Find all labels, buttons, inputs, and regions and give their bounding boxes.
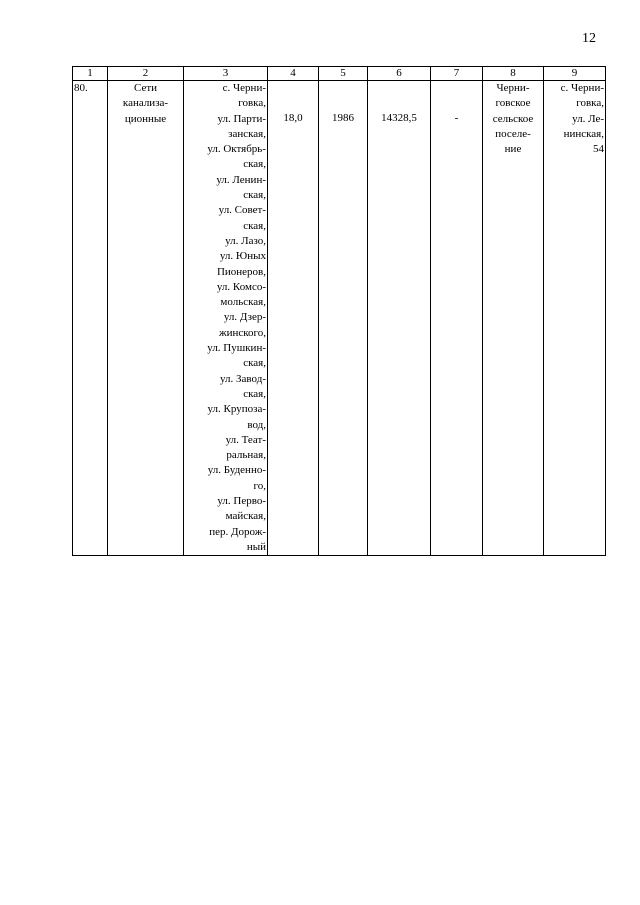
column-header-8: 8 <box>483 67 544 81</box>
column-header-4: 4 <box>268 67 319 81</box>
registry-table <box>72 66 606 556</box>
cell-text-line: ская, <box>243 219 266 232</box>
owner-cell <box>483 81 544 556</box>
dash-cell: - <box>431 81 483 556</box>
cell-text-line: ул. Юных <box>219 250 266 263</box>
cell-text-line: Сети <box>133 82 158 94</box>
cell-text-line: ул. Октябрь- <box>207 143 266 156</box>
cell-text-line: говка, <box>576 97 604 110</box>
cell-text-line: вод, <box>247 418 266 431</box>
cell-text-line: ул. Лазо, <box>225 234 266 247</box>
cell-text-line: ул. Ленин- <box>216 173 266 186</box>
object-name-cell <box>108 81 184 556</box>
cell-text-line: мольская, <box>220 296 266 309</box>
column-header-5: 5 <box>319 67 368 81</box>
cell-text-line: ул. Теат- <box>225 433 266 446</box>
cell-text-line: занская, <box>228 127 266 140</box>
cell-text-line: го, <box>253 479 266 492</box>
address-cell <box>184 81 268 556</box>
cell-text-line: ская, <box>243 189 266 202</box>
cell-text-line: ул. Парти- <box>217 112 266 125</box>
cell-text-line: ул. Ле- <box>572 112 604 125</box>
cell-text-line: ул. Совет- <box>218 204 266 217</box>
cell-text-line: ская, <box>243 387 266 400</box>
column-header-3: 3 <box>184 67 268 81</box>
page-number: 12 <box>582 31 596 46</box>
value-cell: 14328,5 <box>368 81 431 556</box>
cell-text-line: говка, <box>238 97 266 110</box>
cell-text-line: с. Черни- <box>560 82 604 94</box>
column-header-7: 7 <box>431 67 483 81</box>
cell-text-line: канализа- <box>122 97 169 110</box>
cell-text-line: ул. Буденно- <box>207 464 266 477</box>
column-header-2: 2 <box>108 67 184 81</box>
cell-text-line: ный <box>246 540 266 553</box>
cell-text-line: ская, <box>243 158 266 171</box>
cell-text-line: нинская, <box>563 127 604 140</box>
cell-text-line: ционные <box>124 112 167 125</box>
cell-text-line: ул. Комсо- <box>216 280 266 293</box>
cell-text-line: поселе- <box>495 127 531 140</box>
column-header-6: 6 <box>368 67 431 81</box>
year-cell: 1986 <box>319 81 368 556</box>
cell-text-line: с. Черни- <box>222 82 266 94</box>
length-cell: 18,0 <box>268 81 319 556</box>
cell-text-line: ул. Пушкин- <box>207 342 266 355</box>
cell-text-line: ул. Дзер- <box>223 311 266 324</box>
cell-text-line: сельское <box>492 112 534 125</box>
cell-text-line: Черни- <box>496 82 530 94</box>
table-row <box>73 81 606 556</box>
cell-text-line: ул. Крупоза- <box>207 403 266 416</box>
cell-text-line: ние <box>504 143 522 156</box>
cell-text-line: майская, <box>225 510 266 523</box>
cell-text-line: 54 <box>593 143 604 156</box>
cell-text-line: ул. Завод- <box>220 372 266 385</box>
cell-text-line: Пионеров, <box>216 265 266 278</box>
column-header-9: 9 <box>544 67 606 81</box>
cell-text-line: ул. Перво- <box>217 495 266 508</box>
column-header-1: 1 <box>73 67 108 81</box>
column-number-row <box>73 67 606 81</box>
location-cell <box>544 81 606 556</box>
cell-text-line: говское <box>495 97 531 110</box>
row-number: 80. <box>73 81 108 556</box>
cell-text-line: жинского, <box>218 326 266 339</box>
cell-text-line: ральная, <box>226 449 266 462</box>
cell-text-line: ская, <box>243 357 266 370</box>
cell-text-line: пер. Дорож- <box>209 525 266 538</box>
